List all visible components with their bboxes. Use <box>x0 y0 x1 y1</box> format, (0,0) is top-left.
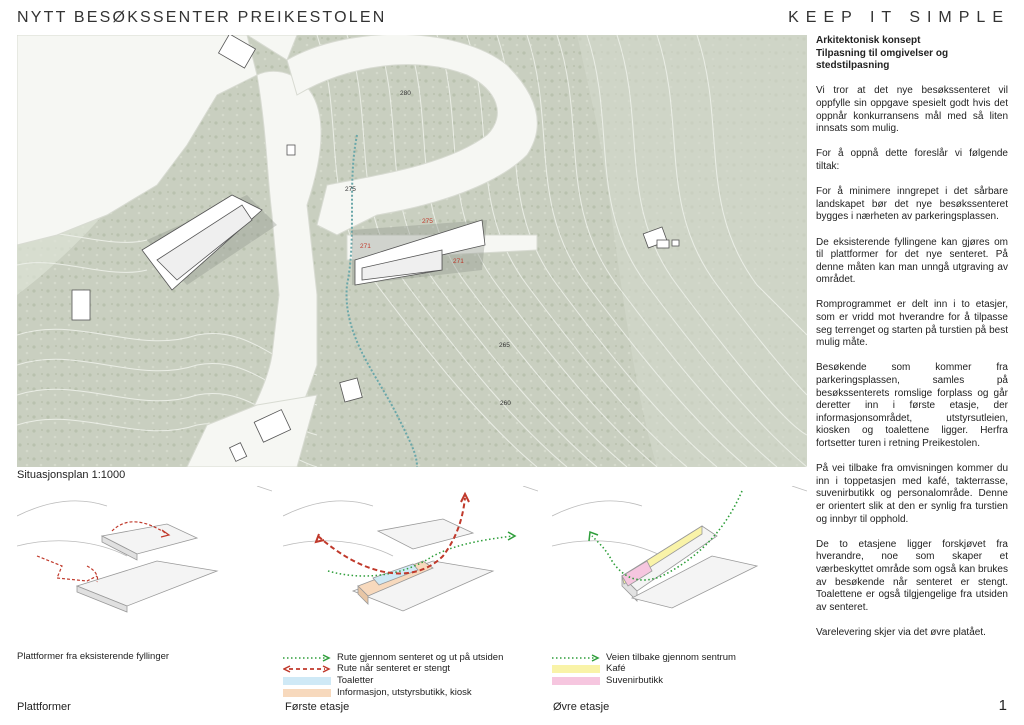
legend-label: Kafé <box>606 663 626 674</box>
legend-item-route-back <box>552 652 736 663</box>
elevation-label: 271 <box>360 243 371 250</box>
dashed-arrow-icon <box>283 665 331 673</box>
dotted-arrow-icon <box>283 654 331 662</box>
color-swatch <box>283 677 331 685</box>
elevation-label: 275 <box>345 186 356 193</box>
concept-heading: Arkitektonisk konsept <box>816 35 921 46</box>
upper-floor-diagram <box>552 486 807 626</box>
dotted-arrow-icon <box>552 654 600 662</box>
platform-diagram <box>17 486 272 626</box>
diagram-title-upper-floor: Øvre etasje <box>553 701 610 713</box>
color-swatch <box>283 689 331 697</box>
elevation-label: 280 <box>400 90 411 97</box>
legend-label: Informasjon, utstyrsbutikk, kiosk <box>337 687 472 698</box>
color-swatch <box>552 665 600 673</box>
paragraph: For å minimere inngrepet i det sårbare landskapet bør det nye besøkssenteret bygges i nærheten av parkeringsplassen. <box>816 186 1008 223</box>
site-plan-map <box>17 35 807 467</box>
elevation-label: 265 <box>499 342 510 349</box>
elevation-label: 271 <box>453 258 464 265</box>
platform-legend-caption: Plattformer fra eksisterende fyllinger <box>17 651 170 662</box>
legend-label: Rute gjennom senteret og ut på utsiden <box>337 652 504 663</box>
color-swatch <box>552 677 600 685</box>
site-plan-caption: Situasjonsplan 1:1000 <box>17 469 126 481</box>
legend-item-info <box>283 687 472 698</box>
slogan: KEEP IT SIMPLE <box>788 9 1010 26</box>
elevation-label: 260 <box>500 400 511 407</box>
elevation-label: 275 <box>422 218 433 225</box>
page-number: 1 <box>998 697 1007 714</box>
legend-item-toilets <box>283 675 373 686</box>
paragraph: For å oppnå dette foreslår vi følgende tiltak: <box>816 148 1008 172</box>
legend-label: Suvenirbutikk <box>606 675 664 686</box>
legend-item-souvenir <box>552 675 663 686</box>
legend-item-route-through <box>283 652 503 663</box>
legend-item-route-closed <box>283 663 450 674</box>
legend-item-cafe <box>552 663 626 674</box>
paragraph: Varelevering skjer via det øvre platået. <box>816 626 986 638</box>
paragraph: Romprogrammet er delt inn i to etasjer, som er vridd mot hverandre for å tilpasse seg terrenget og starten på turstien på best mulig måte. <box>816 299 1008 349</box>
legend-label: Veien tilbake gjennom sentrum <box>606 652 736 663</box>
paragraph: På vei tilbake fra omvisningen kommer du inn i toppetasjen med kafé, takterrasse, suvenirbutikk og personalområde. Denne er orientert slik at den er synlig fra turstien og innbyr til opphold. <box>816 463 1008 525</box>
concept-text <box>816 35 1008 652</box>
paragraph: Vi tror at det nye besøkssenteret vil oppfylle sin oppgave spesielt godt hvis det oppnår konkurransens mål med så liten innsats som mulig. <box>816 85 1008 135</box>
first-floor-diagram <box>283 486 538 626</box>
page-title: NYTT BESØKSSENTER PREIKESTOLEN <box>17 9 387 26</box>
legend-label: Rute når senteret er stengt <box>337 663 451 674</box>
legend-label: Toaletter <box>337 675 374 686</box>
diagram-title-first-floor: Første etasje <box>285 701 350 713</box>
diagram-title-platforms: Plattformer <box>17 701 71 713</box>
paragraph: De to etasjene ligger forskjøvet fra hverandre, noe som skaper et værbeskyttet område som også kan brukes av besøkende når senteret er stengt. Toalettene er også tilgjengelige fra utsiden av senteret. <box>816 538 1008 613</box>
paragraph: De eksisterende fyllingene kan gjøres om til plattformer for det nye senteret. På denne måten kan man unngå utgraving av området. <box>816 236 1008 286</box>
paragraph: Besøkende som kommer fra parkeringsplassen, samles på besøkssenterets romslige forplass og går deretter inn i første etasje, der informasjonsområdet, utstyrsutleien, kiosken og toalettene ligger. Herfra fortsetter turen i retning Preikestolen. <box>816 362 1008 449</box>
concept-subheading: Tilpasning til omgivelser og stedstilpasning <box>816 47 949 72</box>
